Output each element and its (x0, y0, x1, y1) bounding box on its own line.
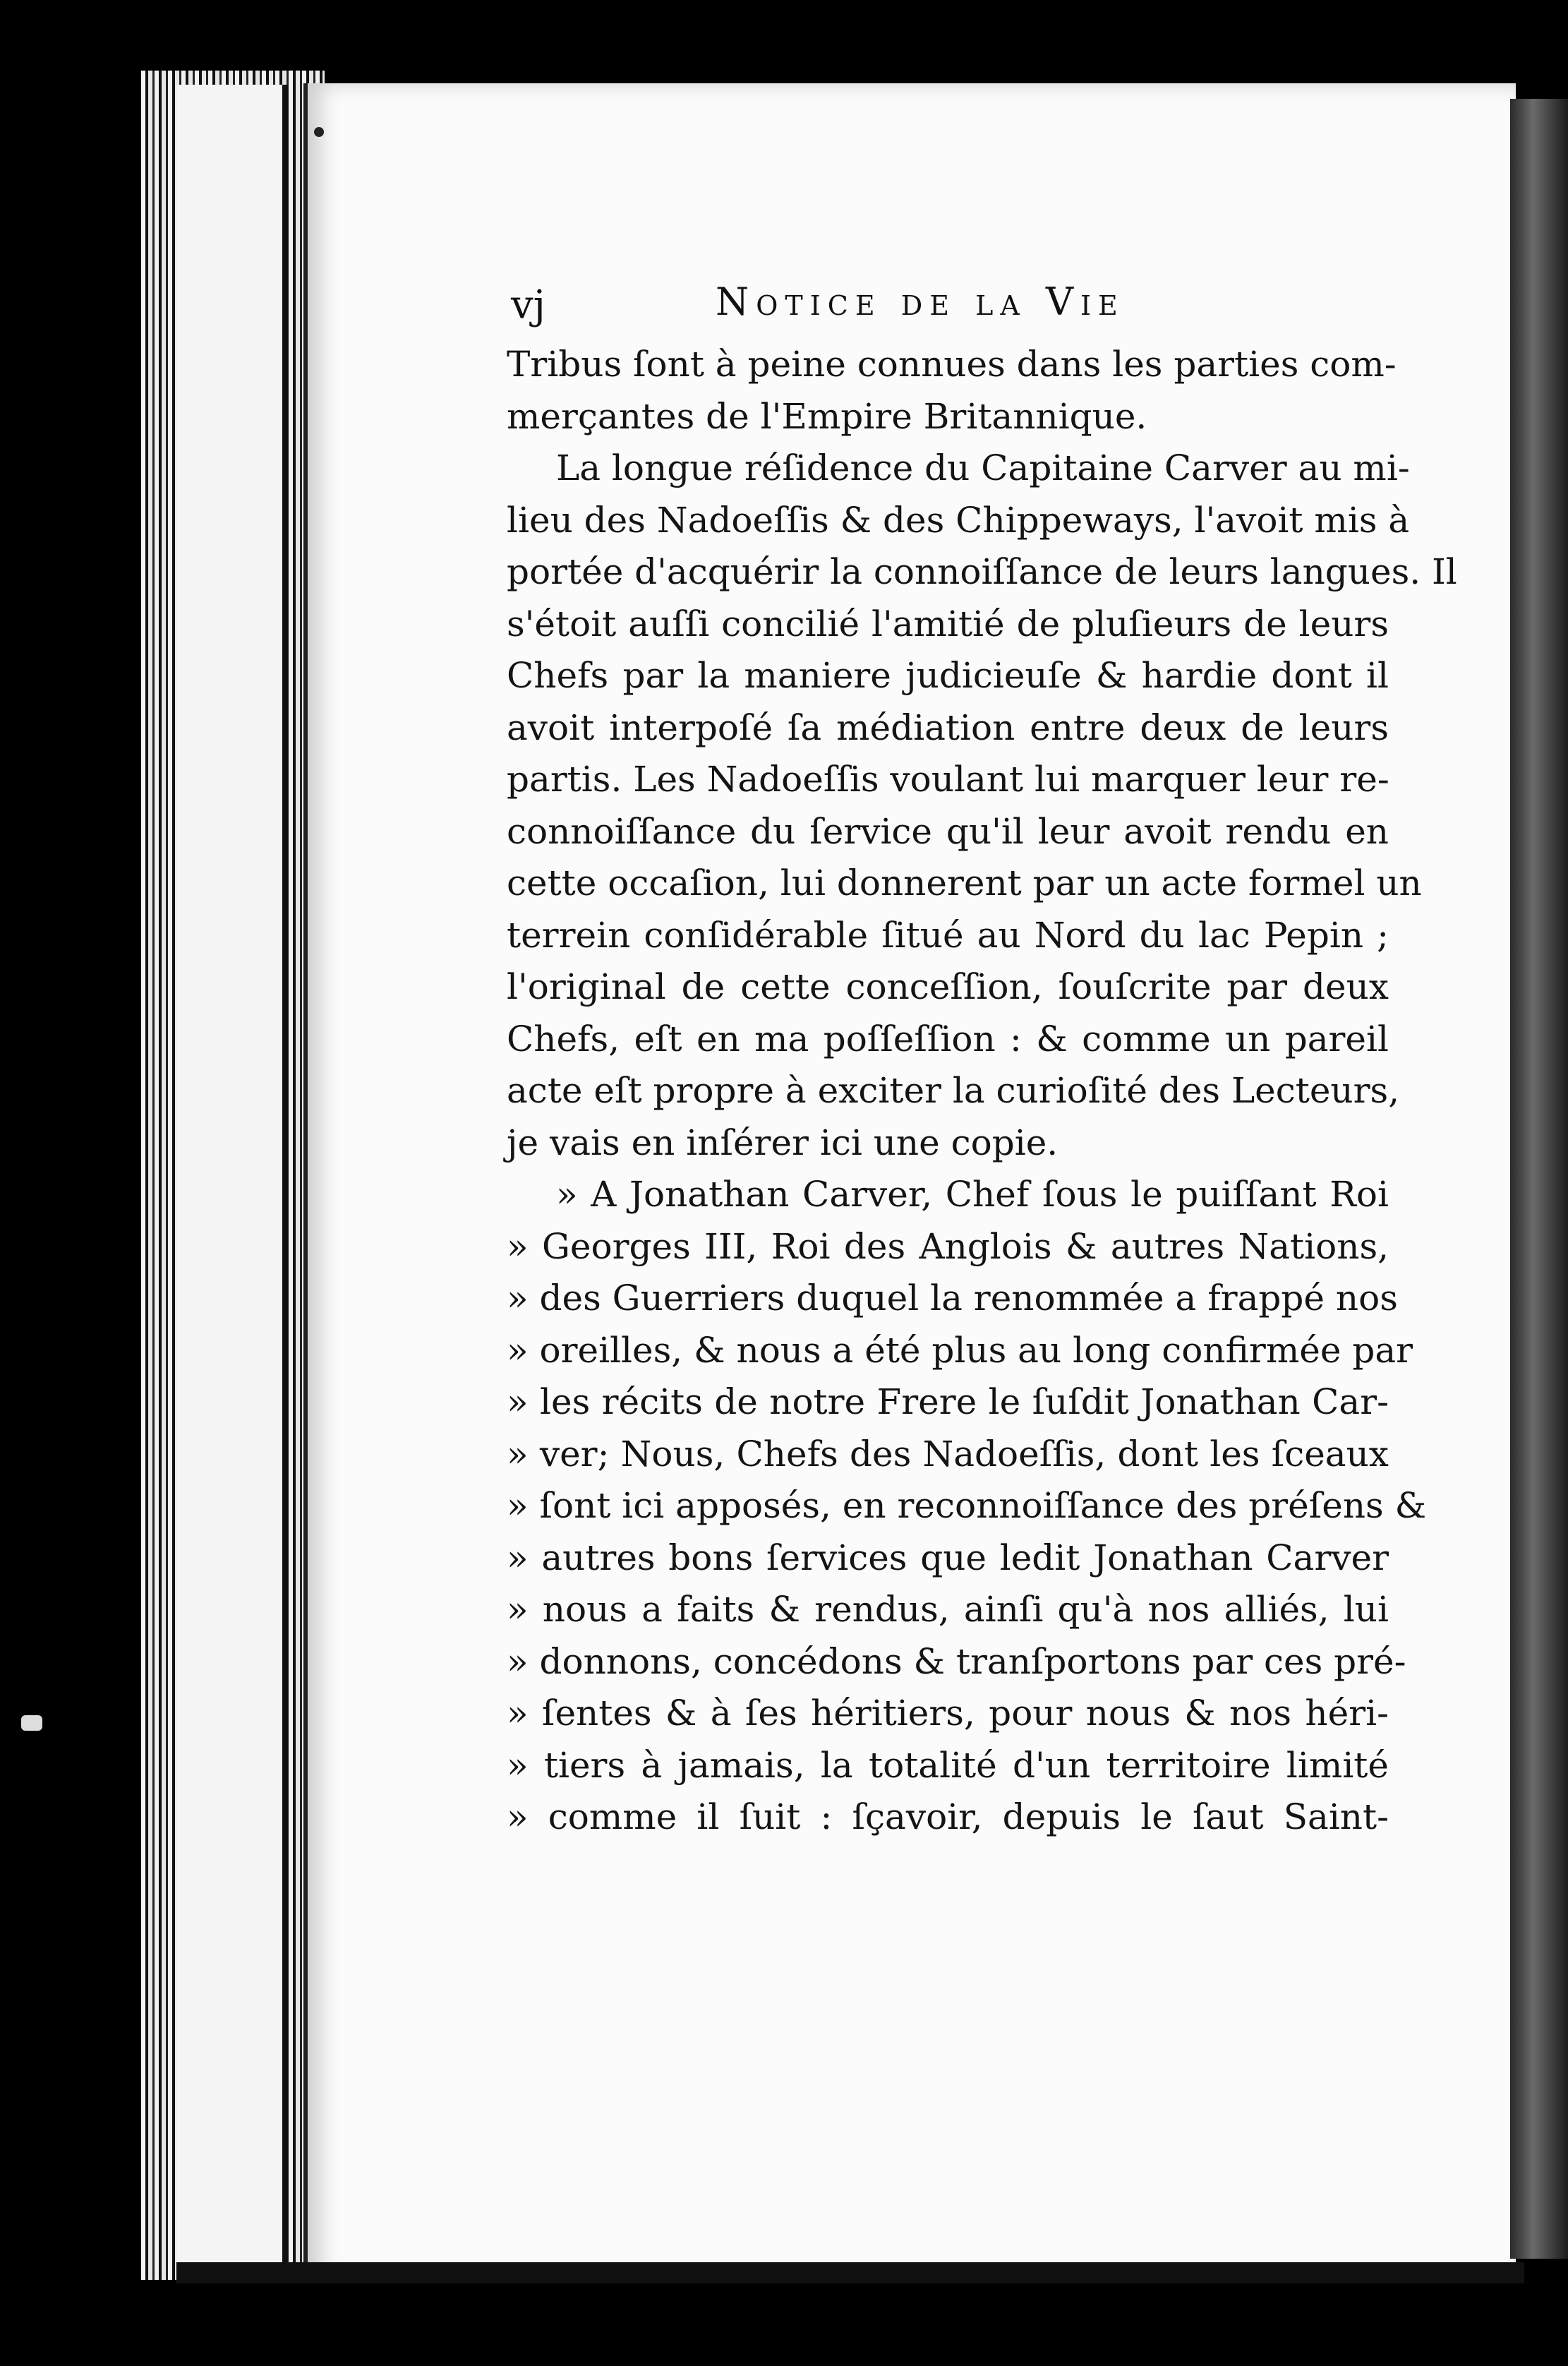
text-line: » ſont ici apposés, en reconnoiſſance des préſens & (507, 1485, 1427, 1526)
text-line: Tribus ſont à peine connues dans les parties com- (507, 344, 1397, 385)
folded-page-edge (176, 85, 288, 2266)
text-line: » oreilles, & nous a été plus au long confirmée par (507, 1329, 1413, 1371)
text-line: » tiers à jamais, la totalité d'un territoire limité (507, 1744, 1389, 1786)
binding-edge-right (1510, 99, 1568, 2259)
text-line: lieu des Nadoeſſis & des Chippeways, l'avoit mis à (507, 499, 1410, 541)
body-text (507, 339, 1457, 1844)
speck-mark (314, 127, 324, 137)
running-title: Notice de la Vie (716, 280, 1125, 324)
text-line: l'original de cette conceſſion, ſouſcrite par deux (507, 966, 1389, 1007)
text-line: » ver; Nous, Chefs des Nadoeſſis, dont les ſceaux (507, 1433, 1389, 1475)
text-line: » autres bons ſervices que ledit Jonathan Carver (507, 1537, 1389, 1578)
text-line: » comme il ſuit : ſçavoir, depuis le ſaut Saint- (507, 1796, 1389, 1837)
text-line: » les récits de notre Frere le ſuſdit Jonathan Car- (507, 1381, 1389, 1422)
text-line: » Georges III, Roi des Anglois & autres Nations, (507, 1225, 1389, 1267)
running-head (511, 280, 1393, 329)
text-line: avoit interpoſé ſa médiation entre deux de leurs (507, 707, 1389, 748)
text-line: La longue réſidence du Capitaine Carver au mi- (556, 448, 1410, 488)
text-line: partis. Les Nadoeſſis voulant lui marquer leur re- (507, 759, 1389, 800)
text-line: » A Jonathan Carver, Chef ſous le puiſſant Roi (556, 1174, 1389, 1215)
page-bottom-shadow (176, 2262, 1524, 2283)
text-line: acte eſt propre à exciter la curioſité des Lecteurs, (507, 1070, 1400, 1111)
text-line: Chefs par la maniere judicieuſe & hardie dont il (507, 655, 1389, 696)
text-line: terrein conſidérable ſitué au Nord du lac Pepin ; (507, 914, 1389, 956)
text-line: connoiſſance du ſervice qu'il leur avoit rendu en (507, 810, 1389, 852)
text-line: merçantes de l'Empire Britannique. (507, 395, 1147, 437)
text-line: » donnons, concédons & tranſportons par ces pré- (507, 1640, 1406, 1682)
text-line: Chefs, eſt en ma poſſeſſion : & comme un pareil (507, 1018, 1389, 1059)
text-line: cette occaſion, lui donnerent par un acte formel un (507, 863, 1422, 903)
margin-mark (21, 1715, 42, 1731)
text-line: » nous a faits & rendus, ainſi qu'à nos alliés, lui (507, 1589, 1389, 1630)
text-line: portée d'acquérir la connoiſſance de leurs langues. Il (507, 551, 1457, 592)
text-line: » des Guerriers duquel la renommée a frappé nos (507, 1278, 1398, 1319)
page-number: vj (511, 282, 545, 328)
text-line: je vais en inſérer ici une copie. (507, 1122, 1059, 1163)
text-line: » ſentes & à ſes héritiers, pour nous & nos héri- (507, 1693, 1389, 1734)
text-line: s'étoit auſſi concilié l'amitié de pluſieurs de leurs (507, 603, 1389, 644)
